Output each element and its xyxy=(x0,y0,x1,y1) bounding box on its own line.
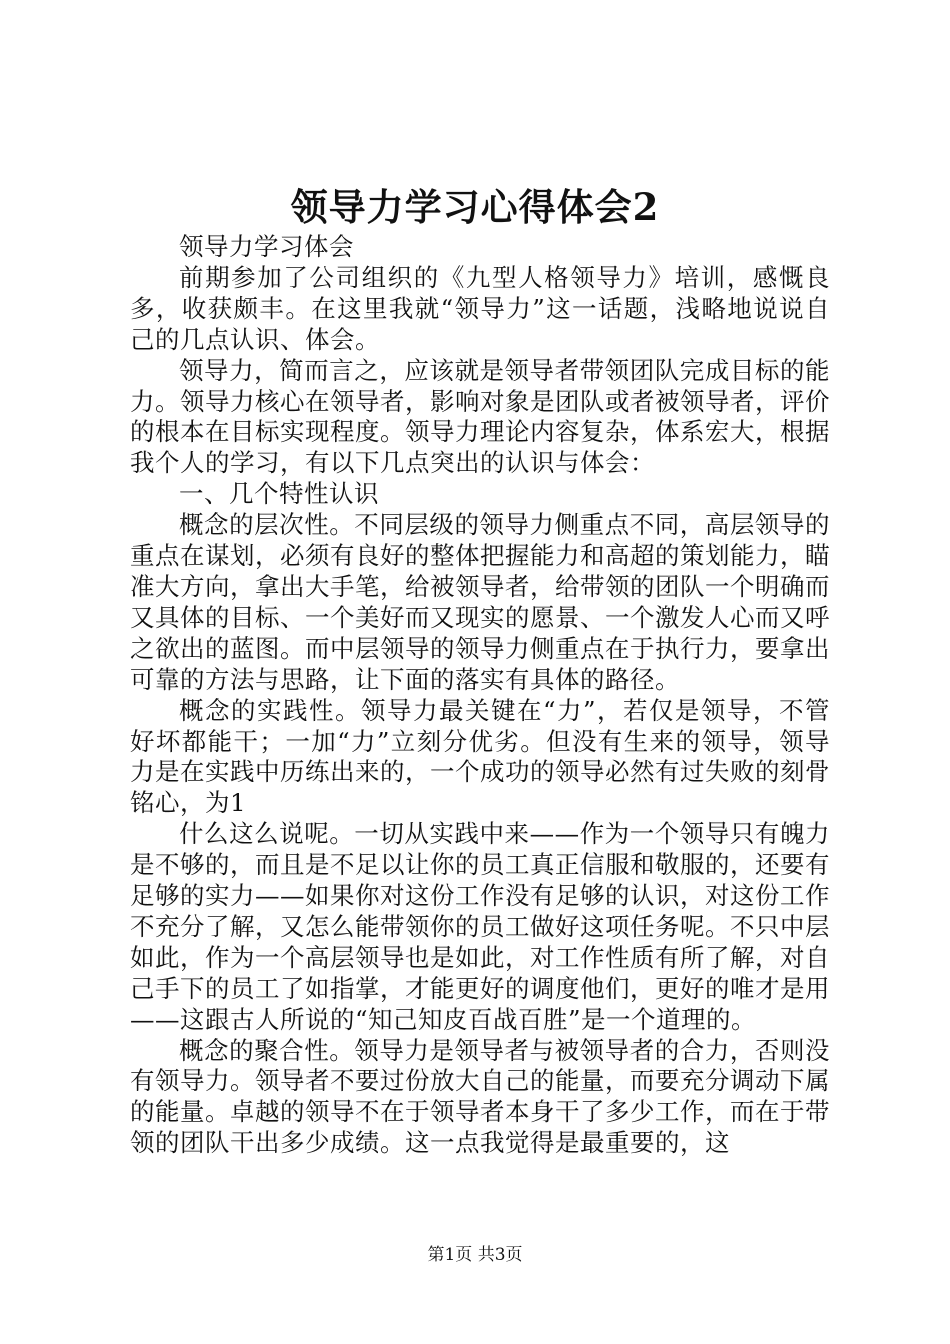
page-footer: 第1页 共3页 xyxy=(427,1245,523,1265)
paragraph: 领导力学习体会 xyxy=(179,232,354,261)
paragraph: 领导力，简而言之，应该就是领导者带领团队完成目标的能力。领导力核心在领导者，影响对象是团队或者被领导者，评价的根本在目标实现程度。领导力理论内容复杂，体系宏大，根据我个人的学习，有以下几点突出的认识与体会： xyxy=(130,355,830,478)
paragraph: 概念的实践性。领导力最关键在“力”，若仅是领导，不管好坏都能干；一加“力”立刻分优劣。但没有生来的领导，领导力是在实践中历练出来的，一个成功的领导必然有过失败的刻骨铭心，为1 xyxy=(130,695,830,818)
document-title: 领导力学习心得体会2 xyxy=(290,185,660,229)
paragraph: 什么这么说呢。一切从实践中来——作为一个领导只有魄力是不够的，而且是不足以让你的员工真正信服和敬服的，还要有足够的实力——如果你对这份工作没有足够的认识，对这份工作不充分了解，又怎么能带领你的员工做好这项任务呢。不只中层如此，作为一个高层领导也是如此，对工作性质有所了解，对自己手下的员工了如指掌，才能更好的调度他们，更好的唯才是用——这跟古人所说的“知己知皮百战百胜”是一个道理的。 xyxy=(130,819,830,1034)
document-body xyxy=(130,232,830,1159)
paragraph: 前期参加了公司组织的《九型人格领导力》培训，感慨良多，收获颇丰。在这里我就“领导力”这一话题，浅略地说说自己的几点认识、体会。 xyxy=(130,262,830,354)
section-heading: 一、几个特性认识 xyxy=(179,479,379,509)
paragraph: 概念的层次性。不同层级的领导力侧重点不同，高层领导的重点在谋划，必须有良好的整体把握能力和高超的策划能力，瞄准大方向，拿出大手笔，给被领导者，给带领的团队一个明确而又具体的目标、一个美好而又现实的愿景、一个激发人心而又呼之欲出的蓝图。而中层领导的领导力侧重点在于执行力，要拿出可靠的方法与思路，让下面的落实有具体的路径。 xyxy=(130,510,830,694)
paragraph: 概念的聚合性。领导力是领导者与被领导者的合力，否则没有领导力。领导者不要过份放大自己的能量，而要充分调动下属的能量。卓越的领导不在于领导者本身干了多少工作，而在于带领的团队干出多少成绩。这一点我觉得是最重要的，这 xyxy=(130,1035,830,1158)
